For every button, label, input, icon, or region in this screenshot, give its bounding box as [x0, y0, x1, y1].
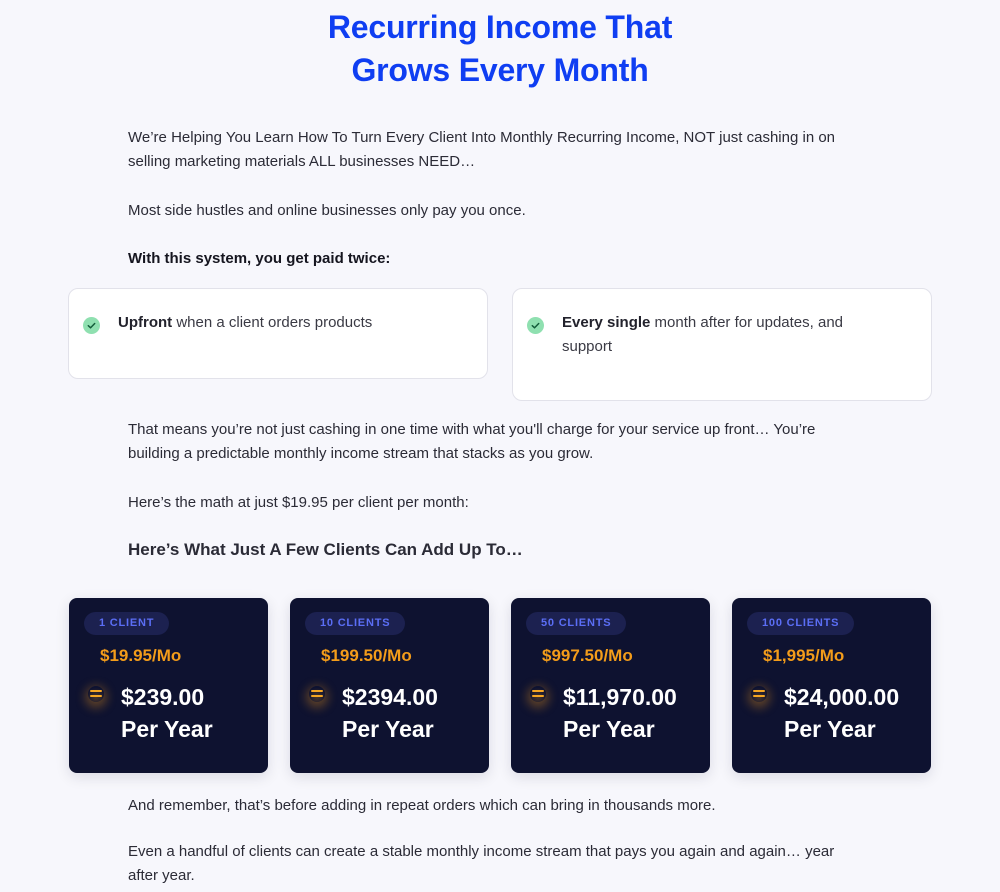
pricing-card-1-client: [69, 598, 268, 773]
equals-icon: [88, 686, 104, 702]
pricing-card-50-clients: [511, 598, 710, 773]
paid-twice-statement: With this system, you get paid twice:: [128, 250, 391, 267]
stable-income-paragraph: Even a handful of clients can create a stable monthly income stream that pays you again and again… year after year.: [128, 843, 835, 884]
clients-subheading: Here’s What Just A Few Clients Can Add Up To…: [128, 540, 523, 559]
yearly-amount: $24,000.00: [784, 684, 900, 710]
pricing-card-10-clients: [290, 598, 489, 773]
feature-bold: Upfront: [118, 314, 173, 331]
client-count-badge: 10 CLIENTS: [305, 612, 405, 635]
feature-bold: Every single: [562, 314, 651, 331]
check-circle-icon: [83, 317, 100, 334]
equals-icon: [751, 686, 767, 702]
yearly-label: Per Year: [121, 716, 213, 742]
feature-card-monthly: [512, 288, 932, 401]
monthly-amount: $19.95/Mo: [100, 646, 182, 665]
feature-card-upfront: [68, 288, 488, 379]
once-paragraph: Most side hustles and online businesses only pay you once.: [128, 202, 526, 219]
yearly-total: [563, 681, 677, 745]
yearly-label: Per Year: [563, 716, 655, 742]
monthly-amount: $1,995/Mo: [763, 646, 845, 665]
equals-icon: [309, 686, 325, 702]
check-circle-icon: [527, 317, 544, 334]
yearly-amount: $11,970.00: [563, 684, 677, 710]
predictable-income-paragraph: That means you’re not just cashing in one time with what you'll charge for your service up front… You’re building a predictable monthly income stream that stacks as you grow.: [128, 421, 816, 462]
repeat-orders-paragraph: And remember, that’s before adding in repeat orders which can bring in thousands more.: [128, 797, 716, 814]
feature-text: [562, 311, 882, 359]
pricing-card-100-clients: [732, 598, 931, 773]
monthly-amount: $997.50/Mo: [542, 646, 633, 665]
yearly-total: [121, 681, 213, 745]
title-line-2: Grows Every Month: [351, 52, 649, 88]
yearly-total: [784, 681, 899, 745]
yearly-label: Per Year: [784, 716, 876, 742]
yearly-amount: $2394.00: [342, 684, 438, 710]
yearly-amount: $239.00: [121, 684, 205, 710]
client-count-badge: 100 CLIENTS: [747, 612, 854, 635]
math-paragraph: Here’s the math at just $19.95 per client per month:: [128, 494, 469, 511]
feature-rest: when a client orders products: [172, 314, 373, 331]
title-line-1: Recurring Income That: [327, 9, 673, 45]
feature-text: [118, 311, 372, 335]
monthly-amount: $199.50/Mo: [321, 646, 412, 665]
yearly-total: [342, 681, 438, 745]
equals-icon: [530, 686, 546, 702]
feature-rest: month after for updates, and support: [562, 314, 844, 355]
yearly-label: Per Year: [342, 716, 434, 742]
intro-paragraph: We’re Helping You Learn How To Turn Every Client Into Monthly Recurring Income, NOT just cashing in on selling marketing materials ALL businesses NEED…: [128, 129, 836, 170]
page-title: [0, 6, 1000, 92]
client-count-badge: 1 CLIENT: [84, 612, 169, 635]
client-count-badge: 50 CLIENTS: [526, 612, 626, 635]
